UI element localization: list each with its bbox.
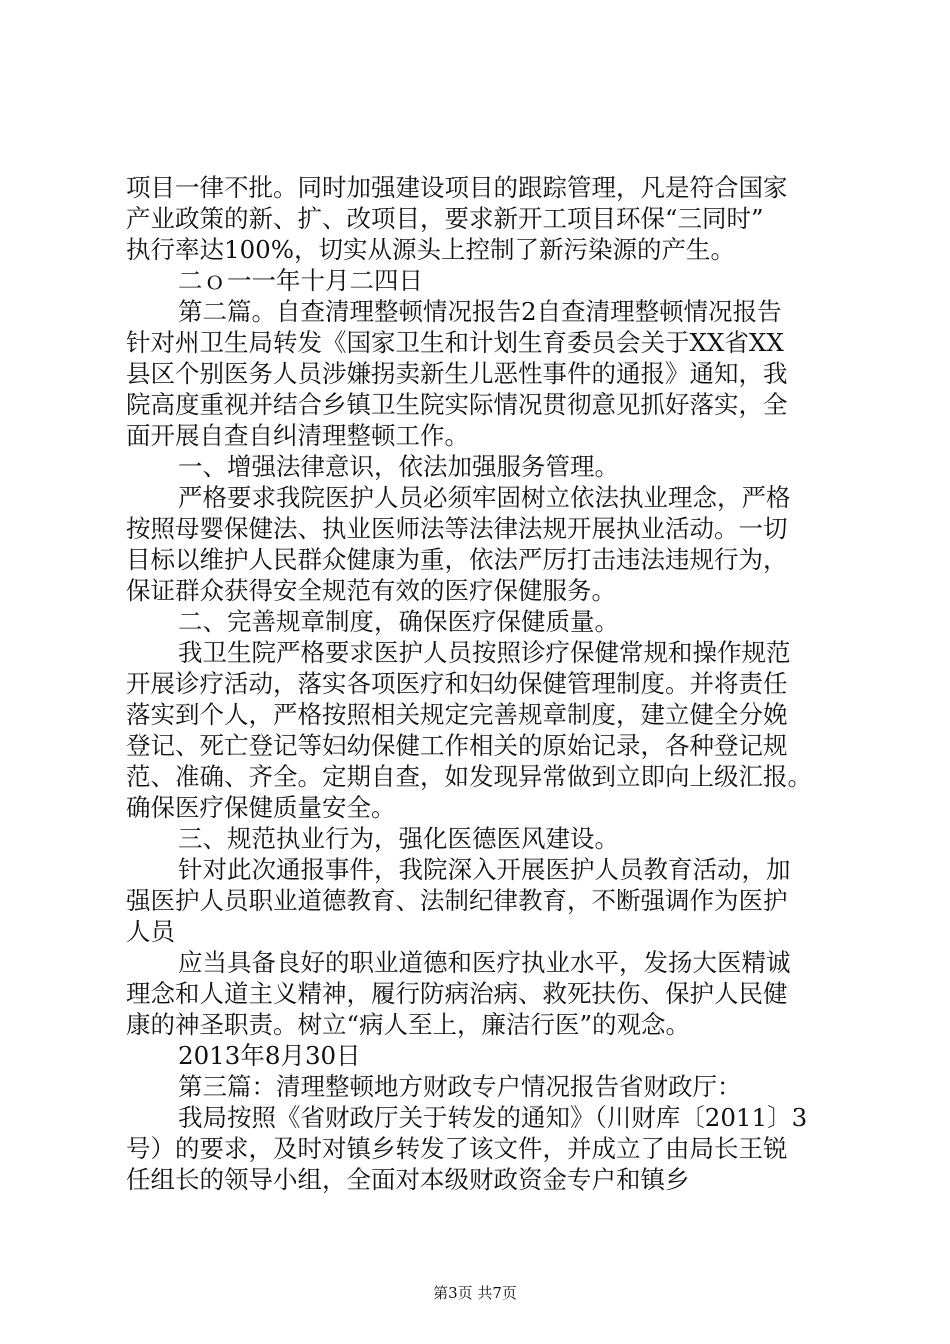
text-line: 确保医疗保健质量安全。 — [126, 793, 396, 822]
text-line: 范、准确、齐全。定期自查，如发现异常做到立即向上级汇报。 — [126, 762, 812, 791]
text-line: 二ｏ一一年十月二四日 — [178, 266, 423, 295]
text-line: 院高度重视并结合乡镇卫生院实际情况贯彻意见抓好落实，全 — [126, 390, 788, 419]
text-line: 二、完善规章制度，确保医疗保健质量。 — [178, 607, 619, 636]
text-line: 理念和人道主义精神，履行防病治病、救死扶伤、保护人民健 — [126, 979, 788, 1008]
text-line: 强医护人员职业道德教育、法制纪律教育，不断强调作为医护 — [126, 886, 788, 915]
text-line: 严格要求我院医护人员必须牢固树立依法执业理念，严格 — [178, 483, 791, 512]
text-line: 针对州卫生局转发《国家卫生和计划生育委员会关于XX省XX — [126, 328, 784, 357]
document-body — [126, 172, 831, 1195]
text-line: 开展诊疗活动，落实各项医疗和妇幼保健管理制度。并将责任 — [126, 669, 788, 698]
text-line: 任组长的领导小组，全面对本级财政资金专户和镇乡 — [126, 1165, 690, 1194]
text-line: 康的神圣职责。树立“病人至上，廉洁行医”的观念。 — [126, 1010, 691, 1039]
text-line: 人员 — [126, 917, 175, 946]
text-line: 第三篇：清理整顿地方财政专户情况报告省财政厅： — [178, 1072, 742, 1101]
text-line: 目标以维护人民群众健康为重，依法严厉打击违法违规行为， — [126, 545, 788, 574]
text-line: 三、规范执业行为，强化医德医风建设。 — [178, 824, 619, 853]
page-footer: 第3页 共7页 — [433, 1284, 517, 1302]
text-line: 2013年8月30日 — [178, 1041, 361, 1070]
text-line: 我局按照《省财政厅关于转发的通知》（川财库〔2011〕3 — [178, 1103, 808, 1132]
text-line: 执行率达100%，切实从源头上控制了新污染源的产生。 — [126, 235, 736, 264]
text-line: 一、增强法律意识，依法加强服务管理。 — [178, 452, 619, 481]
text-line: 按照母婴保健法、执业医师法等法律法规开展执业活动。一切 — [126, 514, 788, 543]
text-line: 针对此次通报事件，我院深入开展医护人员教育活动，加 — [178, 855, 791, 884]
text-line: 我卫生院严格要求医护人员按照诊疗保健常规和操作规范 — [178, 638, 791, 667]
text-line: 登记、死亡登记等妇幼保健工作相关的原始记录，各种登记规 — [126, 731, 788, 760]
text-line: 保证群众获得安全规范有效的医疗保健服务。 — [126, 576, 616, 605]
text-line: 县区个别医务人员涉嫌拐卖新生儿恶性事件的通报》通知，我 — [126, 359, 788, 388]
text-line: 号）的要求，及时对镇乡转发了该文件，并成立了由局长王锐 — [126, 1134, 788, 1163]
text-line: 落实到个人，严格按照相关规定完善规章制度，建立健全分娩 — [126, 700, 788, 729]
text-line: 项目一律不批。同时加强建设项目的跟踪管理，凡是符合国家 — [126, 173, 788, 202]
text-line: 应当具备良好的职业道德和医疗执业水平，发扬大医精诚 — [178, 948, 791, 977]
text-line: 第二篇。自查清理整顿情况报告2自查清理整顿情况报告 — [178, 297, 782, 326]
text-line: 面开展自查自纠清理整顿工作。 — [126, 421, 469, 450]
text-line: 产业政策的新、扩、改项目，要求新开工项目环保“三同时” — [126, 204, 764, 233]
